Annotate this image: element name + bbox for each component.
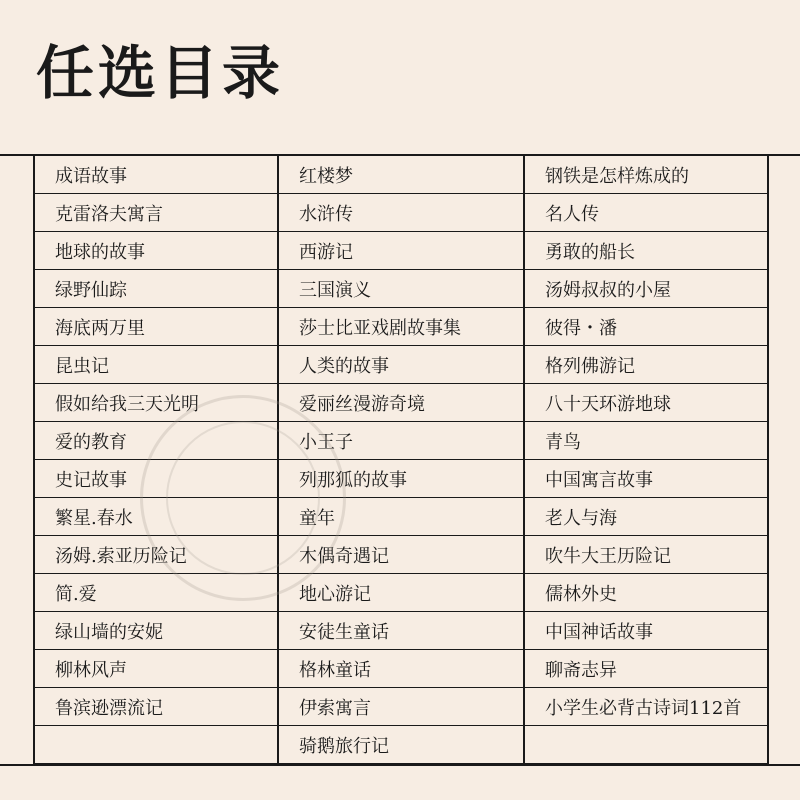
book-title-cell: 绿山墙的安妮 (35, 612, 277, 650)
empty-cell (525, 726, 767, 764)
book-title-cell: 名人传 (525, 194, 767, 232)
book-title-cell: 格林童话 (279, 650, 523, 688)
book-title-cell: 克雷洛夫寓言 (35, 194, 277, 232)
book-title-cell: 格列佛游记 (525, 346, 767, 384)
book-title-cell: 海底两万里 (35, 308, 277, 346)
book-title-cell: 骑鹅旅行记 (279, 726, 523, 764)
book-title-cell: 中国寓言故事 (525, 460, 767, 498)
book-title-cell: 吹牛大王历险记 (525, 536, 767, 574)
book-title-cell: 安徒生童话 (279, 612, 523, 650)
book-title-cell: 柳林风声 (35, 650, 277, 688)
book-title-cell: 汤姆.索亚历险记 (35, 536, 277, 574)
book-title-cell: 中国神话故事 (525, 612, 767, 650)
book-title-cell: 爱丽丝漫游奇境 (279, 384, 523, 422)
book-title-cell: 地球的故事 (35, 232, 277, 270)
book-title-cell: 伊索寓言 (279, 688, 523, 726)
book-title-cell: 繁星.春水 (35, 498, 277, 536)
book-title-cell: 莎士比亚戏剧故事集 (279, 308, 523, 346)
book-title-cell: 鲁滨逊漂流记 (35, 688, 277, 726)
book-title-cell: 成语故事 (35, 156, 277, 194)
book-title-cell: 假如给我三天光明 (35, 384, 277, 422)
book-title-cell: 彼得・潘 (525, 308, 767, 346)
book-column-1 (35, 156, 277, 764)
empty-cell (35, 726, 277, 764)
book-title-cell: 汤姆叔叔的小屋 (525, 270, 767, 308)
book-title-cell: 史记故事 (35, 460, 277, 498)
book-title-cell: 简.爱 (35, 574, 277, 612)
book-title-cell: 昆虫记 (35, 346, 277, 384)
book-title-cell: 人类的故事 (279, 346, 523, 384)
book-title-cell: 老人与海 (525, 498, 767, 536)
book-title-cell: 三国演义 (279, 270, 523, 308)
book-title-cell: 水浒传 (279, 194, 523, 232)
page-title: 任选目录 (36, 39, 285, 107)
book-column-2 (279, 156, 523, 764)
book-title-cell: 小王子 (279, 422, 523, 460)
book-title-cell: 木偶奇遇记 (279, 536, 523, 574)
book-title-cell: 小学生必背古诗词112首 (525, 688, 767, 726)
book-column-3 (525, 156, 767, 764)
book-title-cell: 西游记 (279, 232, 523, 270)
book-list-table (0, 154, 800, 766)
book-title-cell: 儒林外史 (525, 574, 767, 612)
book-title-cell: 八十天环游地球 (525, 384, 767, 422)
book-title-cell: 绿野仙踪 (35, 270, 277, 308)
book-title-cell: 地心游记 (279, 574, 523, 612)
book-title-cell: 青鸟 (525, 422, 767, 460)
table-divider (767, 156, 769, 764)
book-title-cell: 勇敢的船长 (525, 232, 767, 270)
book-title-cell: 红楼梦 (279, 156, 523, 194)
book-title-cell: 聊斋志异 (525, 650, 767, 688)
book-title-cell: 列那狐的故事 (279, 460, 523, 498)
book-title-cell: 钢铁是怎样炼成的 (525, 156, 767, 194)
book-title-cell: 童年 (279, 498, 523, 536)
book-title-cell: 爱的教育 (35, 422, 277, 460)
